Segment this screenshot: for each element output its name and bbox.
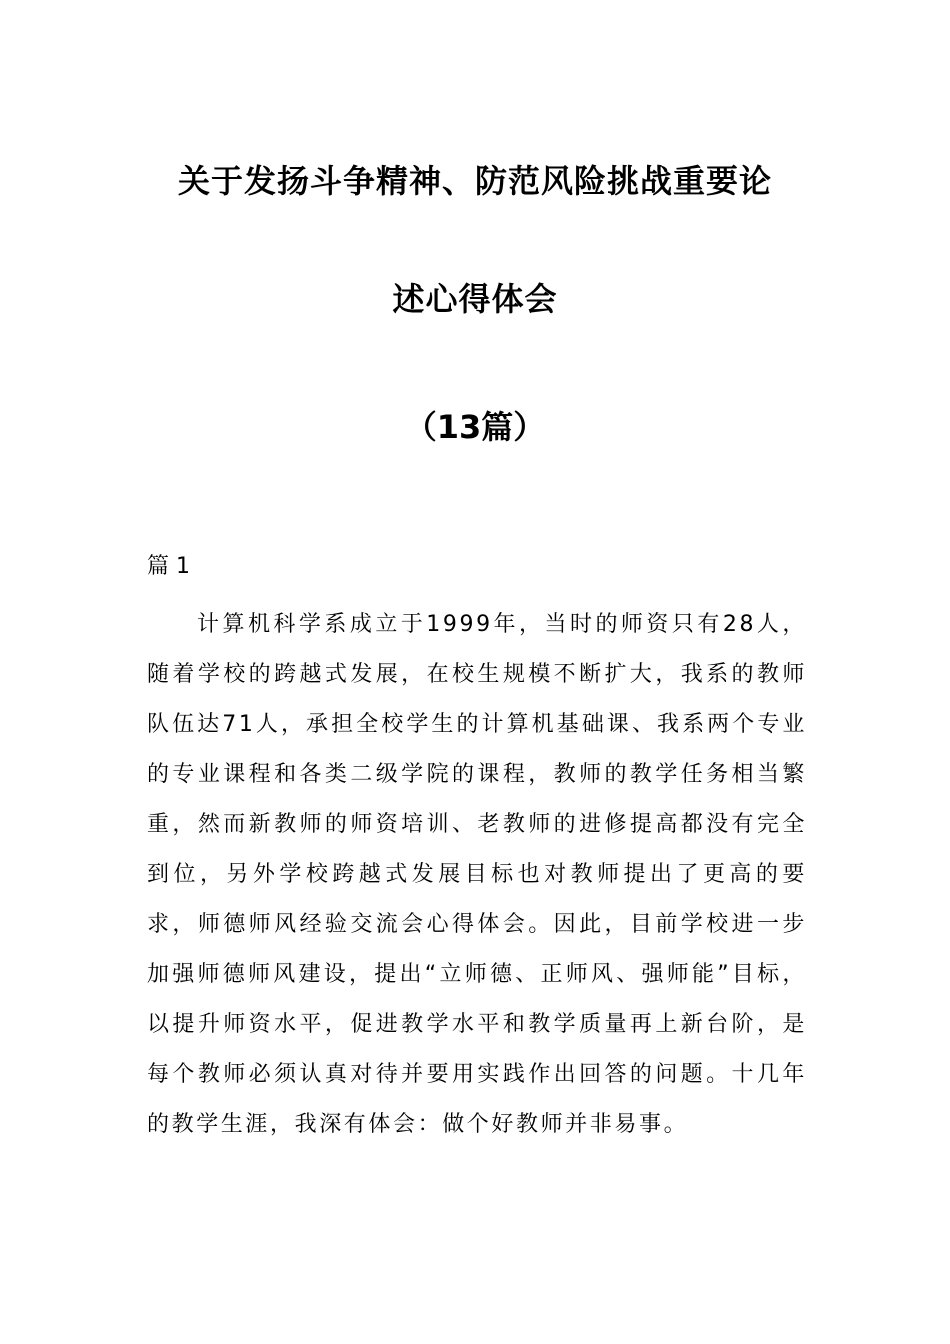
body-paragraph: 计算机科学系成立于1999年，当时的师资只有28人，随着学校的跨越式发展，在校生规模不断扩大，我系的教师队伍达71人，承担全校学生的计算机基础课、我系两个专业的专业课程和各类二级学院的课程，教师的教学任务相当繁重，然而新教师的师资培训、老教师的进修提高都没有完全到位，另外学校跨越式发展目标也对教师提出了更高的要求，师德师风经验交流会心得体会。因此，目前学校进一步加强师德师风建设，提出“立师德、正师风、强师能”目标，以提升师资水平，促进教学水平和教学质量再上新台阶，是每个教师必须认真对待并要用实践作出回答的问题。十几年的教学生涯，我深有体会：做个好教师并非易事。 xyxy=(147,612,807,1137)
section-heading: 篇 1 xyxy=(147,554,190,579)
document-title-line-1: 关于发扬斗争精神、防范风险挑战重要论 xyxy=(177,162,772,200)
document-title-line-2: 述心得体会 xyxy=(392,280,558,318)
article-count: （13篇） xyxy=(404,408,546,446)
